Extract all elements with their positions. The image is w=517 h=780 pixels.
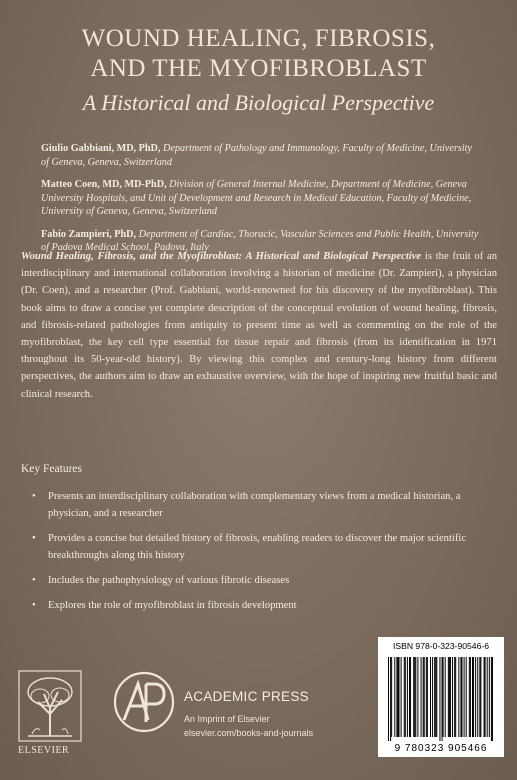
author-affiliation: Division of General Internal Medicine, Department of Medicine, Geneva University Hospitals, and Unit of Development and Research in Medical Education, Faculty of Medicine, University of Geneva, Geneva, Switzerland xyxy=(41,179,472,217)
barcode-bar xyxy=(394,657,395,737)
barcode-bar xyxy=(435,657,436,737)
bullet-icon: • xyxy=(32,600,36,611)
barcode-bar xyxy=(479,657,480,737)
barcode-bar xyxy=(391,657,392,737)
key-features-heading: Key Features xyxy=(21,463,82,475)
barcode-bar xyxy=(475,657,476,737)
list-item xyxy=(24,530,474,564)
barcode-bar xyxy=(460,657,461,737)
author-name: Matteo Coen, MD, MD-PhD, xyxy=(41,179,167,190)
feature-text: Explores the role of myofibroblast in fibrosis development xyxy=(48,600,297,611)
barcode-bar xyxy=(464,657,465,737)
barcode-bar xyxy=(485,657,486,737)
barcode-bar xyxy=(427,657,428,737)
barcode-bar xyxy=(413,657,414,737)
feature-text: Provides a concise but detailed history of fibrosis, enabling readers to discover the major scientific breakthroughs along this history xyxy=(48,533,467,561)
barcode-bar xyxy=(424,657,425,737)
barcode-bar xyxy=(430,657,431,737)
barcode-bar xyxy=(473,657,474,737)
barcode-bar xyxy=(390,657,391,741)
barcode-bar xyxy=(491,657,492,741)
isbn-label: ISBN 978-0-323-90546-6 xyxy=(392,641,490,651)
barcode-bar xyxy=(432,657,433,737)
barcode-bar xyxy=(450,657,451,737)
publisher-url: elsevier.com/books-and-journals xyxy=(184,728,314,738)
bullet-icon: • xyxy=(32,491,36,502)
barcode-bar xyxy=(484,657,485,737)
barcode-bar xyxy=(469,657,470,737)
bullet-icon: • xyxy=(32,533,36,544)
barcode-bar xyxy=(421,657,422,737)
barcode-bar xyxy=(489,657,490,737)
barcode-bar xyxy=(415,657,416,737)
barcode-bar xyxy=(442,657,443,741)
barcode-bar xyxy=(466,657,467,737)
feature-text: Presents an interdisciplinary collaboration with complementary views from a medical historian, a physician, and a researcher xyxy=(48,491,461,519)
list-item xyxy=(24,488,474,522)
barcode-bar xyxy=(423,657,424,737)
academic-press-logo-icon xyxy=(112,670,176,734)
barcode-bar xyxy=(410,657,411,737)
barcode-bar xyxy=(409,657,410,737)
barcode-bar xyxy=(404,657,405,737)
barcode-bar xyxy=(448,657,449,737)
author-entry xyxy=(41,142,481,169)
barcode-bar xyxy=(443,657,444,737)
author-list xyxy=(41,142,481,264)
book-description xyxy=(21,248,497,403)
author-name: Fabio Zampieri, PhD, xyxy=(41,228,137,240)
barcode-bar xyxy=(452,657,453,737)
barcode-bar xyxy=(426,657,427,737)
barcode-bar xyxy=(436,657,437,737)
elsevier-wordmark: ELSEVIER xyxy=(18,745,70,756)
title-line-2: AND THE MYOFIBROBLAST xyxy=(90,55,427,82)
author-affiliation: Department of Pathology and Immunology, Faculty of Medicine, University of Geneva, Geneva, Switzerland xyxy=(41,143,472,168)
isbn-digits: 9 780323 905466 xyxy=(394,743,488,754)
author-name: Giulio Gabbiani, MD, PhD, xyxy=(41,143,161,154)
barcode-bar xyxy=(445,657,446,737)
barcode-bar xyxy=(462,657,463,737)
list-item xyxy=(24,597,474,614)
barcode-bar xyxy=(472,657,473,737)
barcode-bar xyxy=(417,657,418,737)
isbn-barcode-box xyxy=(378,637,504,757)
barcode-bar xyxy=(492,657,493,741)
barcode-bar xyxy=(401,657,402,737)
barcode-bar xyxy=(439,657,440,741)
barcode-bar xyxy=(455,657,456,737)
description-text: is the fruit of an interdisciplinary and international collaboration involving a historian of medicine (Dr. Zampieri), a physician (Dr. Coen), and a researcher (Prof. Gabbiani, world-renowned for his discovery of the myofibroblast). This book aims to draw a concise yet complete description of the conceptual evolution of wound healing, fibrosis, and fibrosis-related pathologies from antiquity to present time as well as commenting on the role of the myofibroblast, the key cell type essential for tissue repair and fibrosis (from its identification in 1971 throughout its 50-year-old history). By viewing this complex and century-long history from different perspectives, the authors aim to draw an exhaustive overview, with the hope of inspiring new fruitful basic and clinical research. xyxy=(21,251,498,400)
barcode-bar xyxy=(434,657,435,737)
feature-text: Includes the pathophysiology of various fibrotic diseases xyxy=(48,575,290,586)
title-line-1: WOUND HEALING, FIBROSIS, xyxy=(81,25,436,52)
barcode-bar xyxy=(487,657,488,737)
publisher-name: ACADEMIC PRESS xyxy=(184,689,309,704)
barcode-icon xyxy=(386,657,496,741)
barcode-bar xyxy=(405,657,406,737)
list-item xyxy=(24,572,474,589)
barcode-bar xyxy=(396,657,397,737)
book-title-inline: Wound Healing, Fibrosis, and the Myofibroblast: A Historical and Biological Perspective xyxy=(21,251,422,262)
key-features-list xyxy=(24,488,474,622)
barcode-bar xyxy=(449,657,450,737)
barcode-bar xyxy=(399,657,400,737)
barcode-bar xyxy=(388,657,389,741)
elsevier-tree-logo-icon xyxy=(18,670,82,742)
publisher-imprint: An Imprint of Elsevier xyxy=(184,714,270,724)
barcode-bar xyxy=(477,657,478,737)
bullet-icon: • xyxy=(32,575,36,586)
author-entry xyxy=(41,178,481,219)
barcode-bar xyxy=(397,657,398,737)
subtitle: A Historical and Biological Perspective xyxy=(82,90,435,115)
barcode-bar xyxy=(454,657,455,737)
barcode-bar xyxy=(407,657,408,737)
author-affiliation: Department of Cardiac, Thoracic, Vascular Sciences and Public Health, University of Padova Medical School, Padova, Italy xyxy=(41,228,479,253)
barcode-bar xyxy=(458,657,459,737)
barcode-bar xyxy=(414,657,415,737)
barcode-bar xyxy=(470,657,471,737)
barcode-bar xyxy=(480,657,481,737)
